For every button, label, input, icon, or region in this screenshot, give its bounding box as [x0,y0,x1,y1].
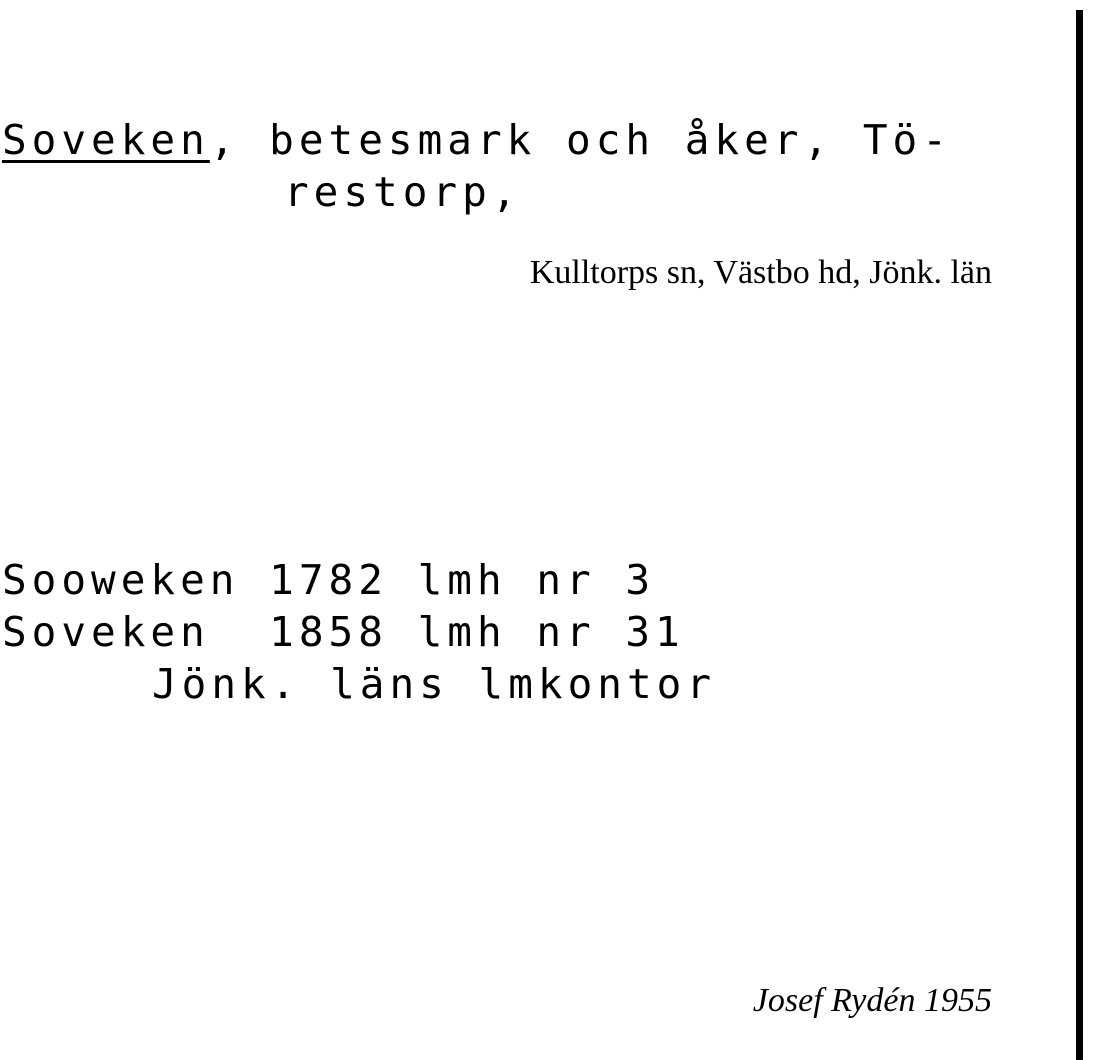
heading-continuation: restorp, [284,168,522,216]
record-line-2: Soveken 1858 lmh nr 31 [2,608,685,656]
headword: Soveken [2,116,210,164]
record-line-1: Sooweken 1782 lmh nr 3 [2,556,656,604]
signature-line: Josef Rydén 1955 [752,982,992,1019]
record-line-3: Jönk. läns lmkontor [152,660,716,708]
location-line: Kulltorps sn, Västbo hd, Jönk. län [529,254,992,291]
heading-description: , betesmark och åker, Tö- [209,116,952,164]
card-edge-line [1076,10,1083,1060]
heading-line [2,116,952,164]
